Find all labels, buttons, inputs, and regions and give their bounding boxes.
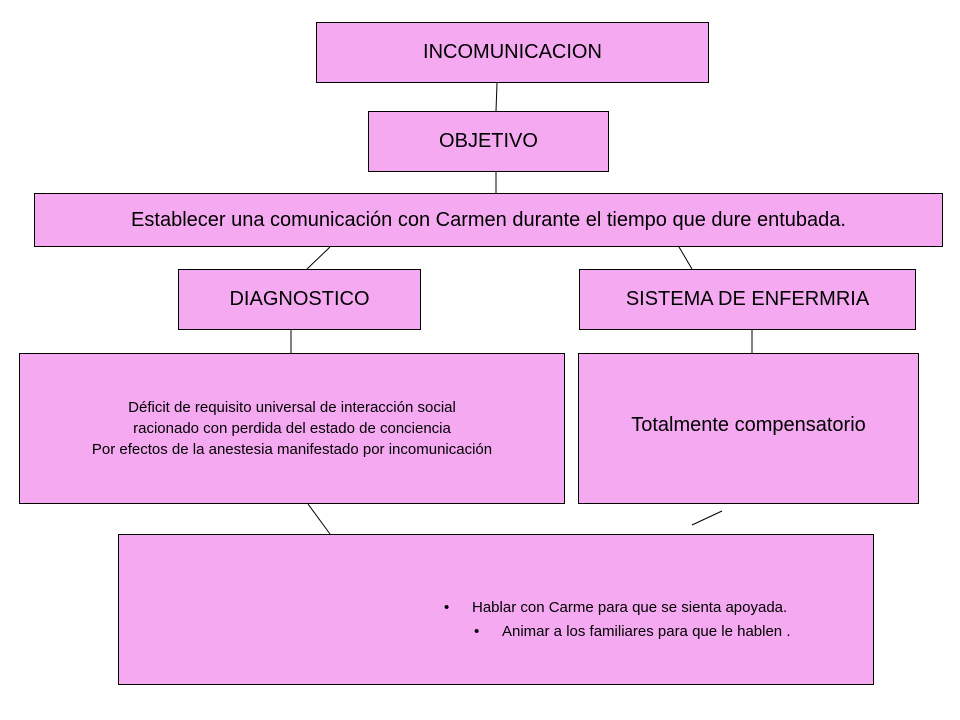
action-item-1 (444, 596, 788, 620)
connector-goal-system (679, 247, 692, 269)
node-objetivo-label: OBJETIVO (439, 130, 538, 152)
node-sistema-label: SISTEMA DE ENFERMRIA (625, 288, 870, 310)
node-goal-statement (34, 193, 943, 247)
diagnosis-line-2: racionado con perdida del estado de conciencia (133, 420, 451, 437)
node-sistema-enfermeria (579, 269, 916, 330)
node-actions (118, 534, 874, 685)
action-item-2-text: Animar a los familiares para que le hablen . (502, 623, 791, 640)
actions-list (444, 596, 791, 644)
system-detail-text: Totalmente compensatorio (631, 414, 866, 436)
node-diagnostico-label: DIAGNOSTICO (229, 288, 370, 310)
action-item-1-text: Hablar con Carme para que se sienta apoyada. (472, 599, 788, 616)
node-objetivo (368, 111, 609, 172)
node-incomunicacion (316, 22, 709, 83)
connector-system-actions (692, 511, 722, 525)
connector-diagnosis-actions (308, 504, 330, 534)
node-diagnosis-detail (19, 353, 565, 504)
bullet-icon: • (444, 599, 450, 616)
bullet-icon: • (474, 623, 480, 640)
diagnosis-line-3: Por efectos de la anestesia manifestado por incomunicación (91, 441, 493, 458)
node-system-detail (578, 353, 919, 504)
node-incomunicacion-label: INCOMUNICACION (423, 41, 602, 63)
connector-title-objective (496, 83, 497, 111)
node-diagnostico (178, 269, 421, 330)
goal-statement-text: Establecer una comunicación con Carmen durante el tiempo que dure entubada. (131, 208, 846, 231)
action-item-2 (474, 620, 817, 644)
diagnosis-line-1: Déficit de requisito universal de interacción social (128, 399, 456, 416)
connector-goal-diagnosis (307, 247, 330, 269)
